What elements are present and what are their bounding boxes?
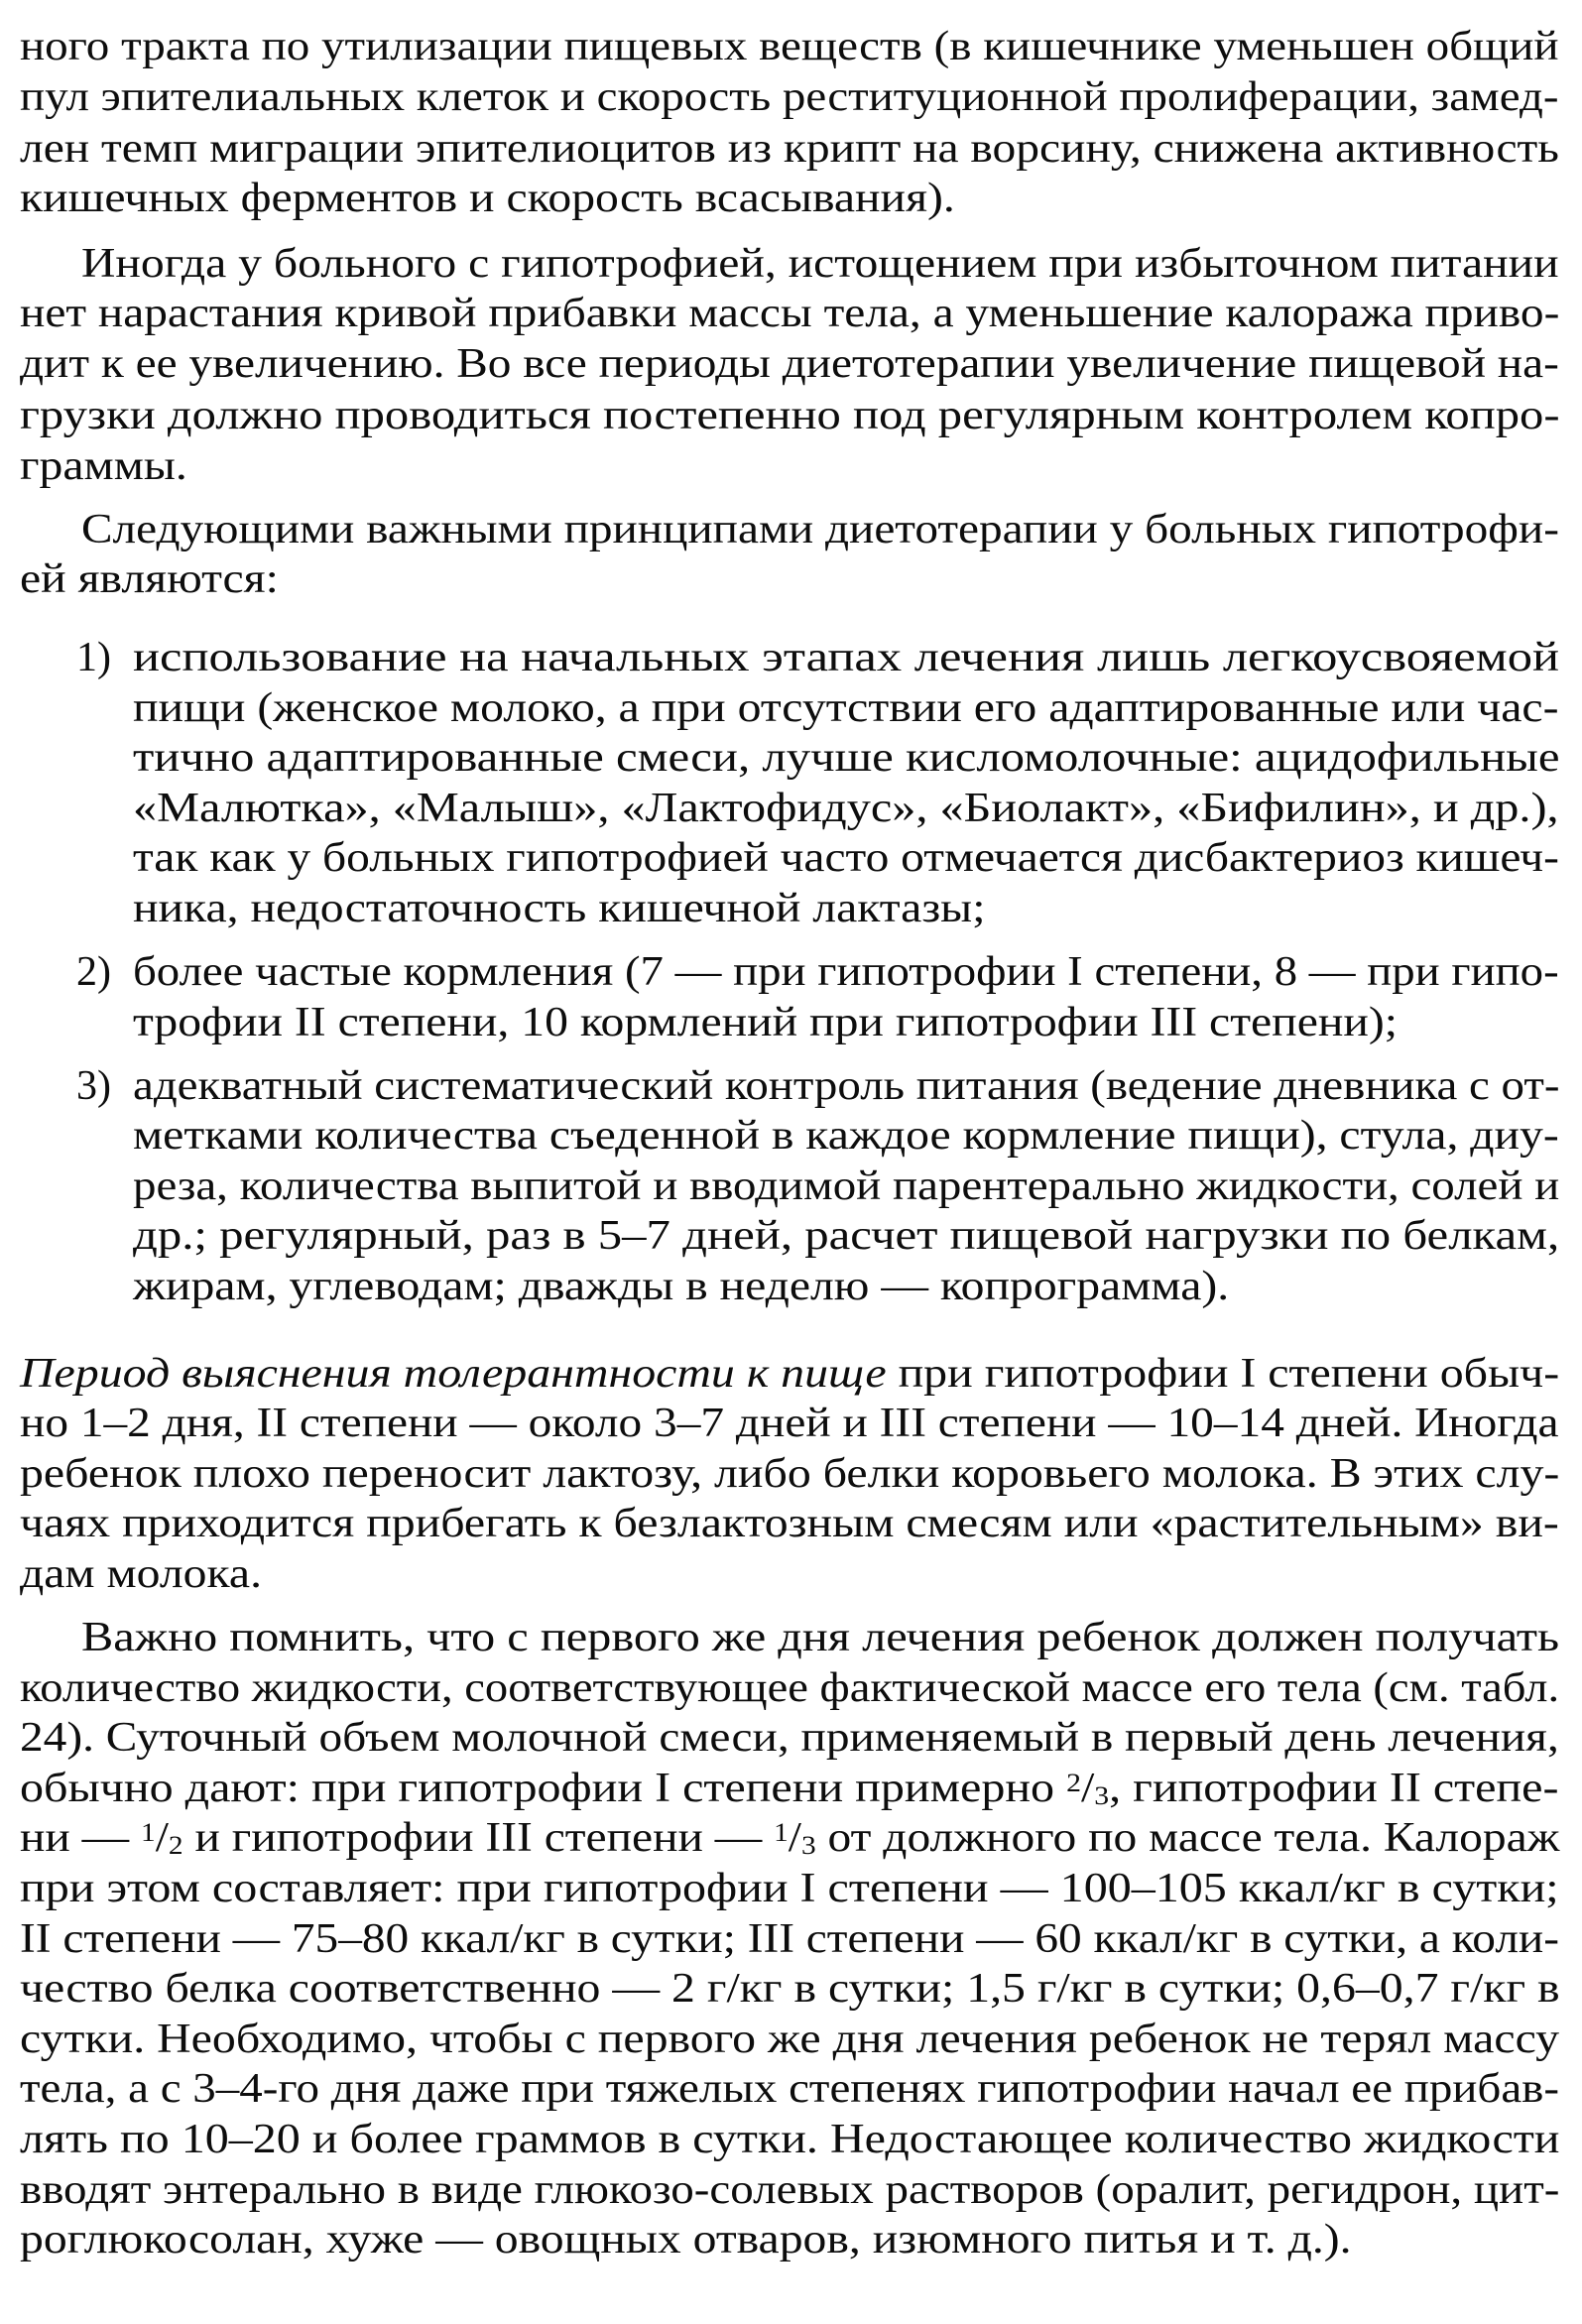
text-segment: / bbox=[155, 1815, 169, 1862]
text-line bbox=[81, 240, 1559, 288]
list-number: 2) bbox=[76, 948, 111, 995]
text-segment: Важно помнить, что с первого же дня лечения ребенок должен получать bbox=[81, 1615, 1560, 1661]
text-segment: чаях приходится прибегать к безлактозным смесям или «растительным» ви- bbox=[20, 1501, 1559, 1547]
text-line bbox=[20, 1400, 1558, 1447]
text-line bbox=[133, 785, 1559, 832]
text-line bbox=[20, 555, 279, 603]
text-line bbox=[20, 1450, 1559, 1498]
text-line bbox=[133, 1263, 1229, 1310]
text-line bbox=[133, 885, 985, 932]
text-segment: / bbox=[1080, 1765, 1095, 1811]
text-line bbox=[133, 734, 1560, 782]
text-segment: лять по 10–20 и более граммов в сутки. Недостающее количество жидкости bbox=[20, 2116, 1560, 2162]
text-segment: метками количества съеденной в каждое кормление пищи), стула, диу- bbox=[133, 1113, 1559, 1160]
text-line bbox=[20, 1500, 1559, 1547]
fraction-part: 3 bbox=[1094, 1780, 1110, 1810]
text-segment: ни — bbox=[20, 1815, 142, 1862]
text-line bbox=[133, 999, 1398, 1046]
text-line bbox=[133, 684, 1559, 732]
text-segment: дит к ее увеличению. Во все периоды диетотерапии увеличение пищевой на- bbox=[20, 340, 1559, 387]
text-segment: II степени — 75–80 ккал/кг в сутки; III степени — 60 ккал/кг в сутки, а коли- bbox=[20, 1915, 1560, 1962]
text-line bbox=[20, 442, 187, 490]
text-segment: при гипотрофии I степени обыч- bbox=[886, 1350, 1560, 1397]
text-segment: тела, а с 3–4-го дня даже при тяжелых степенях гипотрофии начал ее прибав- bbox=[20, 2066, 1559, 2113]
text-segment: пул эпителиальных клеток и скорость реституционной пролиферации, замед- bbox=[20, 73, 1559, 120]
text-segment: ника, недостаточность кишечной лактазы; bbox=[133, 885, 986, 931]
text-segment: трофии II степени, 10 кормлений при гипотрофии III степени); bbox=[133, 999, 1398, 1045]
text-line bbox=[133, 834, 1559, 882]
text-segment: 24). Суточный объем молочной смеси, применяемый в первый день лечения, bbox=[20, 1715, 1559, 1762]
text-segment: вводят энтерально в виде глюкозо-солевых растворов (оралит, регидрон, цит- bbox=[20, 2166, 1560, 2213]
text-line bbox=[20, 1350, 1559, 1398]
text-line bbox=[20, 290, 1559, 337]
text-segment: дам молока. bbox=[20, 1551, 262, 1598]
text-line bbox=[20, 1714, 1559, 1762]
text-segment: Следующими важными принципами диетотерапии у больных гипотрофи- bbox=[81, 506, 1559, 552]
text-line bbox=[20, 125, 1559, 173]
text-segment: использование на начальных этапах лечения лишь легкоусвояемой bbox=[133, 635, 1560, 681]
text-line bbox=[133, 1062, 1560, 1110]
text-line bbox=[20, 1814, 1559, 1862]
text-segment: обычно дают: при гипотрофии I степени примерно bbox=[20, 1765, 1067, 1811]
text-line bbox=[20, 1765, 1558, 1812]
text-line bbox=[20, 340, 1559, 388]
text-segment: ребенок плохо переносит лактозу, либо белки коровьего молока. В этих слу- bbox=[20, 1450, 1560, 1497]
text-line bbox=[20, 2065, 1559, 2113]
text-segment: от должного по массе тела. Калораж bbox=[815, 1815, 1560, 1862]
text-segment: количество жидкости, соответствующее фактической массе его тела (см. табл. bbox=[20, 1664, 1560, 1711]
text-segment: адекватный систематический контроль питания (ведение дневника с от- bbox=[133, 1062, 1560, 1109]
text-line bbox=[20, 2216, 1352, 2263]
fraction-part: 1 bbox=[141, 1818, 156, 1848]
text-segment: др.; регулярный, раз в 5–7 дней, расчет пищевой нагрузки по белкам, bbox=[133, 1213, 1560, 1260]
text-line bbox=[20, 23, 1559, 70]
text-line bbox=[20, 2116, 1560, 2163]
text-segment: тично адаптированные смеси, лучше кисломолочные: ацидофильные bbox=[133, 735, 1560, 782]
text-line bbox=[133, 1112, 1559, 1160]
list-number: 1) bbox=[76, 635, 111, 681]
text-segment: нет нарастания кривой прибавки массы тела, а уменьшение калоража приво- bbox=[20, 291, 1560, 337]
text-segment: граммы. bbox=[20, 442, 187, 489]
text-segment: при этом составляет: при гипотрофии I степени — 100–105 ккал/кг в сутки; bbox=[20, 1866, 1559, 1912]
text-segment: лен темп миграции эпителиоцитов из крипт на ворсину, снижена активность bbox=[20, 125, 1559, 172]
text-line bbox=[20, 1915, 1559, 1963]
list-number: 3) bbox=[76, 1062, 111, 1109]
text-segment: и гипотрофии III степени — bbox=[183, 1815, 775, 1862]
text-line bbox=[20, 1965, 1560, 2013]
text-segment: грузки должно проводиться постепенно под регулярным контролем копро- bbox=[20, 393, 1560, 438]
text-segment: более частые кормления (7 — при гипотрофии I степени, 8 — при гипо- bbox=[133, 948, 1559, 995]
text-line bbox=[20, 1550, 262, 1598]
text-line bbox=[20, 2016, 1559, 2063]
text-segment: роглюкосолан, хуже — овощных отваров, изюмного питья и т. д.). bbox=[20, 2217, 1352, 2263]
text-line bbox=[20, 392, 1560, 439]
text-segment: но 1–2 дня, II степени — около 3–7 дней и III степени — 10–14 дней. Иногда bbox=[20, 1401, 1559, 1447]
fraction-part: 2 bbox=[168, 1831, 183, 1861]
text-segment: пищи (женское молоко, а при отсутствии его адаптированные или час- bbox=[133, 684, 1559, 731]
text-line bbox=[81, 506, 1559, 553]
fraction-part: 1 bbox=[774, 1818, 789, 1848]
fraction-part: 2 bbox=[1066, 1768, 1081, 1797]
text-segment: , гипотрофии II степе- bbox=[1109, 1765, 1559, 1811]
text-line bbox=[133, 1212, 1559, 1260]
text-segment: «Малютка», «Малыш», «Лактофидус», «Биолакт», «Бифилин», и др.), bbox=[133, 785, 1559, 831]
text-line bbox=[20, 2166, 1559, 2214]
text-line bbox=[81, 1614, 1559, 1661]
text-line bbox=[133, 1162, 1559, 1210]
text-line bbox=[20, 1664, 1559, 1712]
text-segment: сутки. Необходимо, чтобы с первого же дня лечения ребенок не терял массу bbox=[20, 2016, 1560, 2062]
text-segment: Иногда у больного с гипотрофией, истощением при избыточном питании bbox=[81, 240, 1559, 287]
text-line bbox=[20, 175, 955, 222]
text-segment: ного тракта по утилизации пищевых веществ (в кишечнике уменьшен общий bbox=[20, 24, 1559, 69]
text-segment: кишечных ферментов и скорость всасывания). bbox=[20, 176, 955, 222]
italic-term: Период выяснения толерантности к пище bbox=[20, 1350, 887, 1397]
text-line bbox=[133, 948, 1559, 996]
text-segment: реза, количества выпитой и вводимой парентерально жидкости, солей и bbox=[133, 1162, 1560, 1209]
text-line bbox=[20, 73, 1558, 121]
text-segment: / bbox=[788, 1815, 801, 1862]
fraction-part: 3 bbox=[800, 1831, 816, 1861]
text-segment: жирам, углеводам; дважды в неделю — копрограмма). bbox=[133, 1263, 1230, 1309]
text-segment: чество белка соответственно — 2 г/кг в сутки; 1,5 г/кг в сутки; 0,6–0,7 г/кг в bbox=[20, 1966, 1560, 2013]
text-line bbox=[20, 1865, 1559, 1912]
text-segment: так как у больных гипотрофией часто отмечается дисбактериоз кишеч- bbox=[133, 835, 1559, 882]
text-segment: ей являются: bbox=[20, 556, 279, 603]
text-line bbox=[133, 634, 1559, 681]
